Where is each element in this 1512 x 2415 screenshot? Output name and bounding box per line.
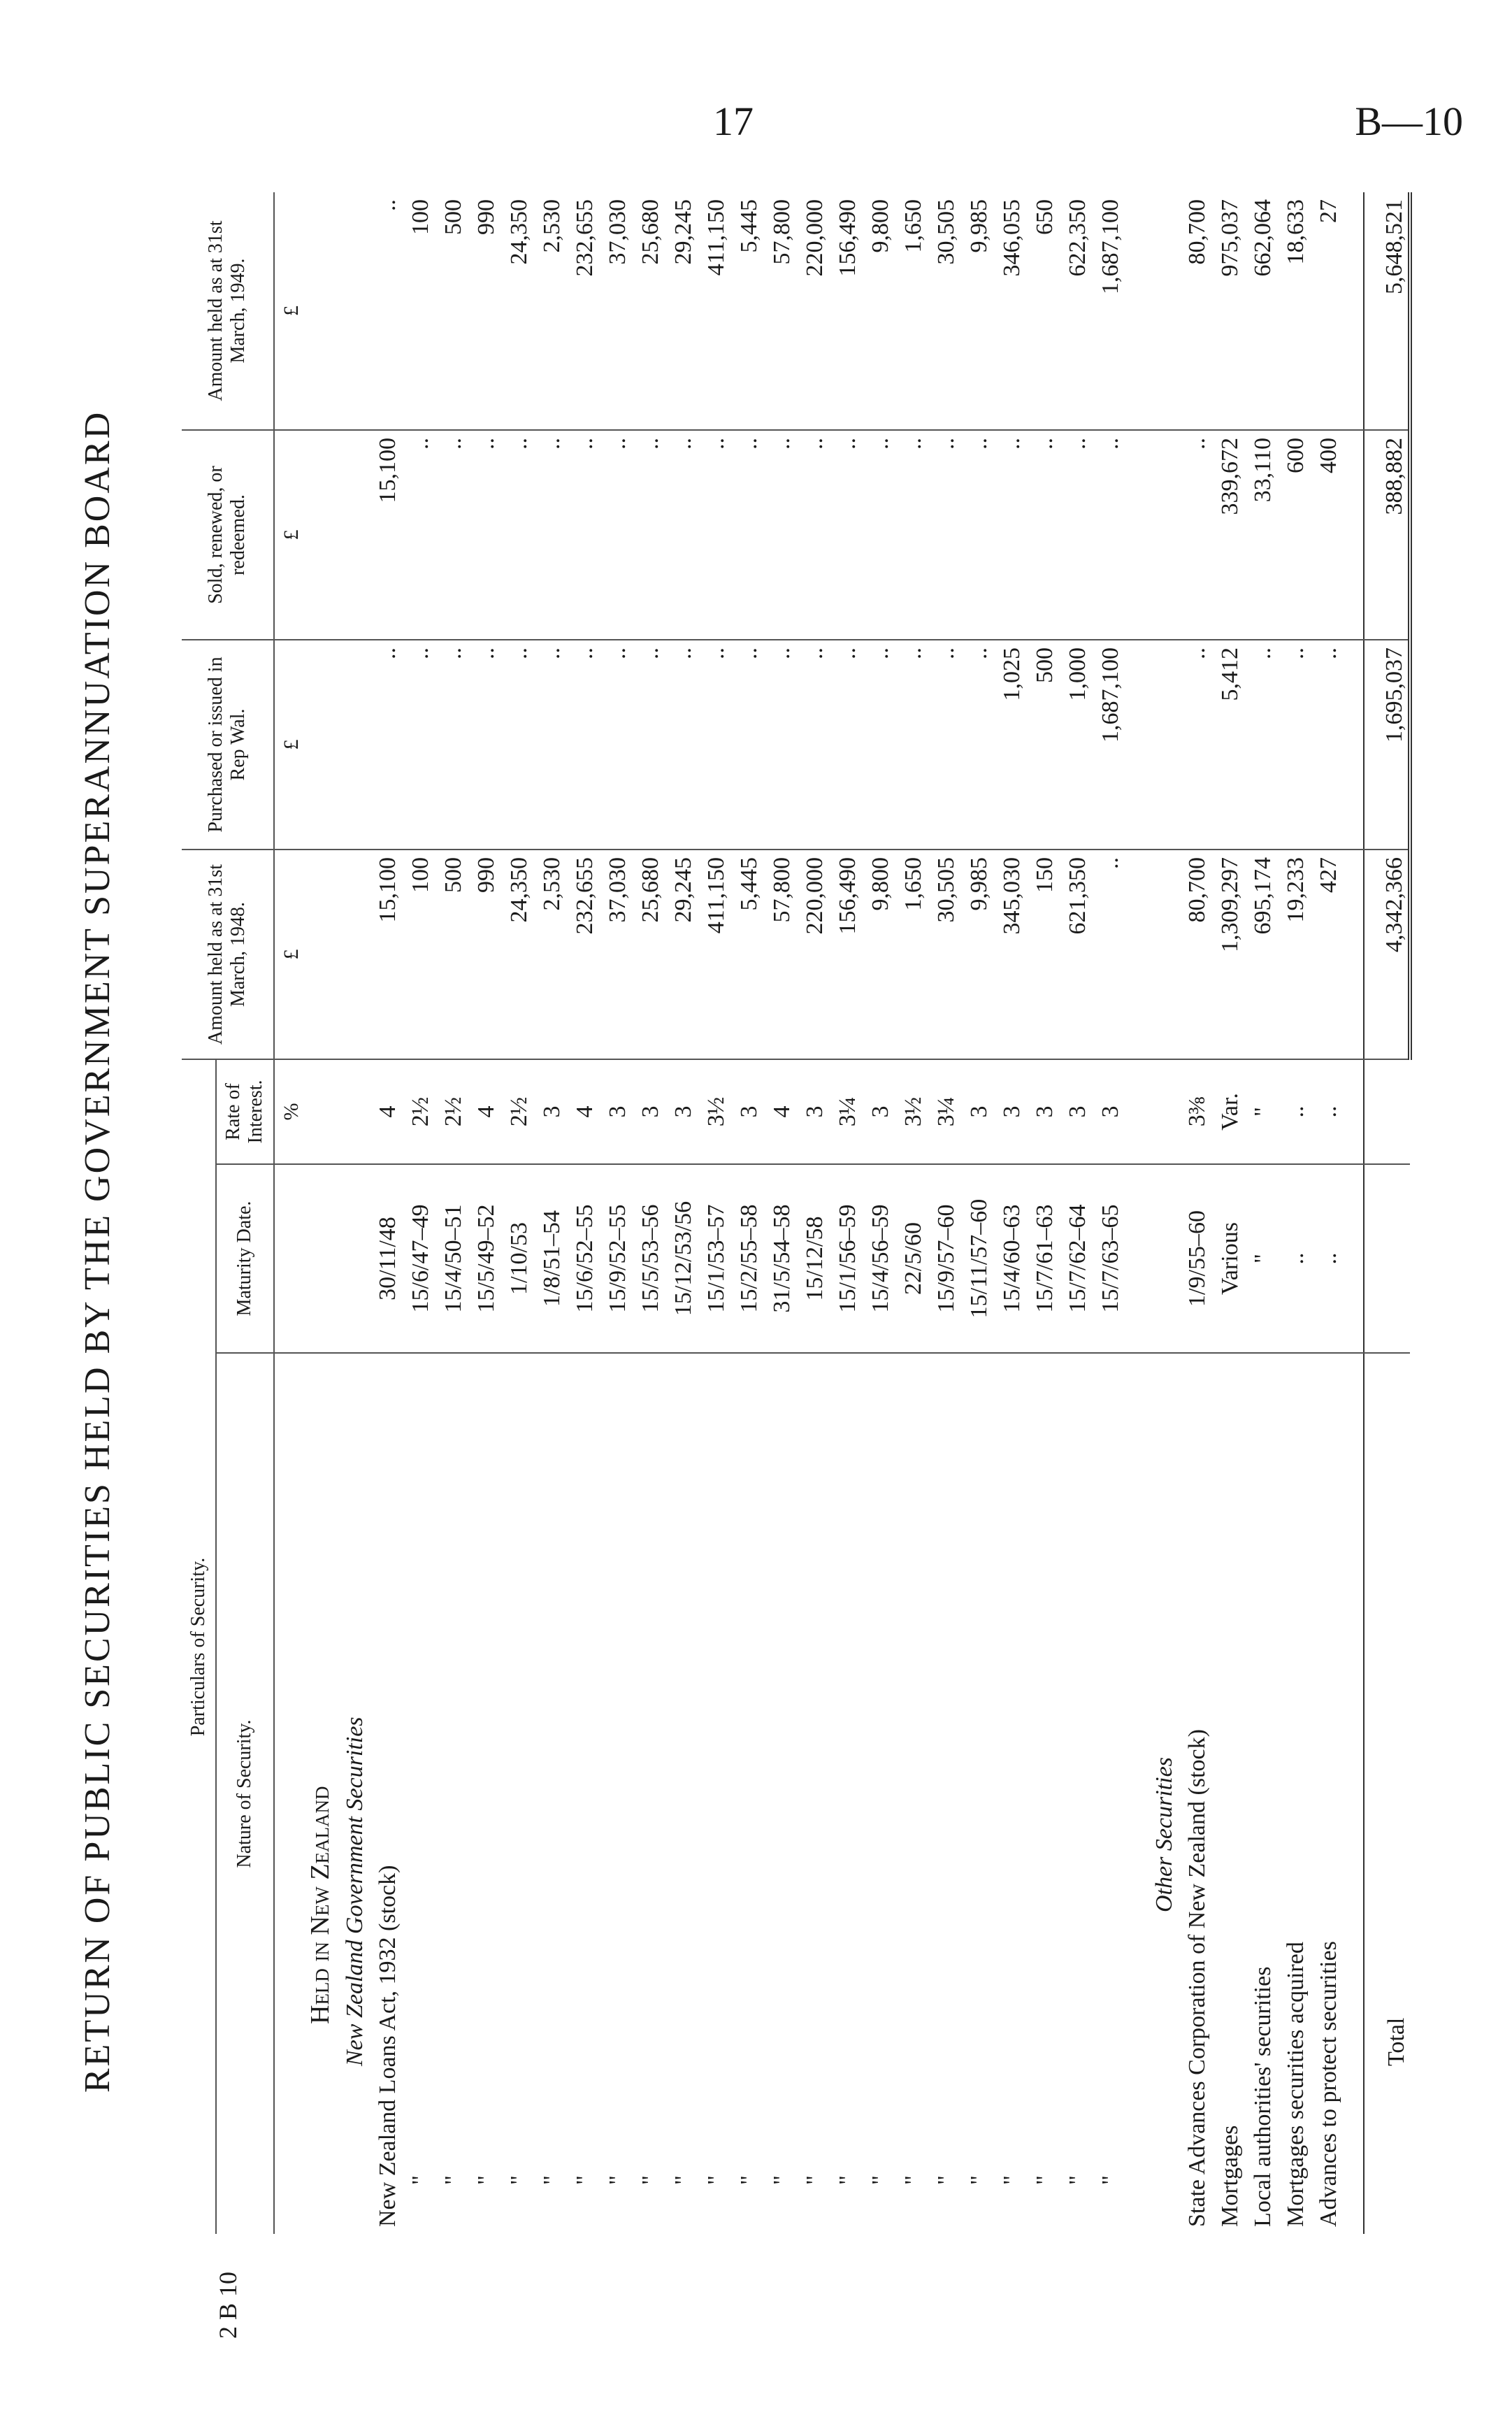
total-held-1948: 4,342,366	[1364, 850, 1410, 1059]
cell-sold: ..	[631, 430, 664, 640]
cell-held-1948: 621,350	[1058, 850, 1091, 1059]
security-nature: "	[670, 2175, 697, 2185]
cell-purchased: 1,025	[993, 640, 1025, 850]
cell-sold: ..	[566, 430, 598, 640]
security-nature: "	[867, 2175, 894, 2185]
page-number: 17	[713, 99, 754, 144]
cell-sold: ..	[1091, 430, 1124, 640]
cell-held-1948: 1,650	[894, 850, 927, 1059]
security-nature: "	[999, 2175, 1025, 2185]
cell-rate: 3	[1091, 1059, 1124, 1164]
cell-purchased: 1,687,100	[1091, 640, 1124, 850]
cell-held-1948: 500	[434, 850, 467, 1059]
security-nature: "	[900, 2175, 927, 2185]
table-row	[566, 192, 598, 2234]
table-row	[1244, 192, 1276, 2234]
cell-held-1949: 27	[1309, 192, 1342, 430]
cell-held-1949: 1,650	[894, 192, 927, 430]
cell-held-1949: ..	[368, 192, 401, 430]
spacer-row	[1342, 192, 1364, 2234]
security-nature: "	[539, 2175, 566, 2185]
cell-maturity: 15/11/57–60	[960, 1164, 993, 1353]
cell-held-1948: 19,233	[1276, 850, 1309, 1059]
other-heading-row	[1145, 192, 1178, 2234]
security-nature: "	[572, 2175, 598, 2185]
unit-held-1949: £	[274, 192, 303, 430]
cell-held-1949: 662,064	[1244, 192, 1276, 430]
cell-rate: 3	[861, 1059, 894, 1164]
cell-held-1948: 9,985	[960, 850, 993, 1059]
cell-sold: ..	[927, 430, 960, 640]
cell-maturity: 15/9/52–55	[598, 1164, 631, 1353]
cell-purchased: ..	[664, 640, 697, 850]
cell-purchased: ..	[598, 640, 631, 850]
cell-held-1948: 990	[467, 850, 500, 1059]
security-nature: "	[506, 2175, 533, 2185]
table-row	[1309, 192, 1342, 2234]
cell-held-1949: 975,037	[1211, 192, 1244, 430]
cell-sold: ..	[1025, 430, 1058, 640]
table-row	[467, 192, 500, 2234]
table-row	[697, 192, 730, 2234]
table-row	[795, 192, 828, 2234]
cell-held-1948: 15,100	[368, 850, 401, 1059]
other-securities-heading: Other Securities	[1151, 1757, 1178, 1912]
cell-rate: 3	[533, 1059, 566, 1164]
cell-sold: ..	[1058, 430, 1091, 640]
cell-sold: ..	[894, 430, 927, 640]
cell-sold: ..	[467, 430, 500, 640]
security-nature: "	[802, 2175, 828, 2185]
cell-sold: 400	[1309, 430, 1342, 640]
unit-purchased: £	[274, 640, 303, 850]
cell-purchased: ..	[730, 640, 763, 850]
cell-held-1948: 232,655	[566, 850, 598, 1059]
cell-purchased: ..	[697, 640, 730, 850]
cell-held-1948: ..	[1091, 850, 1124, 1059]
security-nature: "	[966, 2175, 993, 2185]
cell-maturity: 15/1/56–59	[828, 1164, 861, 1353]
security-nature: "	[736, 2175, 763, 2185]
cell-rate: 3½	[697, 1059, 730, 1164]
table-row	[960, 192, 993, 2234]
cell-held-1949: 1,687,100	[1091, 192, 1124, 430]
security-nature: "	[835, 2175, 861, 2185]
cell-sold: ..	[828, 430, 861, 640]
cell-held-1949: 411,150	[697, 192, 730, 430]
cell-rate: 3	[664, 1059, 697, 1164]
cell-held-1949: 232,655	[566, 192, 598, 430]
cell-rate: "	[1244, 1059, 1276, 1164]
security-nature: "	[473, 2175, 500, 2185]
cell-sold: ..	[434, 430, 467, 640]
security-nature: "	[1065, 2175, 1091, 2185]
cell-rate: ..	[1276, 1059, 1309, 1164]
cell-purchased: ..	[467, 640, 500, 850]
security-nature: Advances to protect securities	[1316, 1941, 1342, 2227]
cell-sold: ..	[697, 430, 730, 640]
spacer-row	[1124, 192, 1145, 2234]
cell-sold: ..	[795, 430, 828, 640]
security-nature: "	[638, 2175, 664, 2185]
cell-maturity: 15/7/62–64	[1058, 1164, 1091, 1353]
cell-held-1948: 220,000	[795, 850, 828, 1059]
cell-held-1949: 990	[467, 192, 500, 430]
col-purchased: Purchased or issued in Rep Wal.	[182, 640, 274, 850]
cell-held-1949: 25,680	[631, 192, 664, 430]
cell-held-1948: 156,490	[828, 850, 861, 1059]
cell-sold: ..	[533, 430, 566, 640]
total-row	[1364, 192, 1410, 2234]
cell-maturity: 30/11/48	[368, 1164, 401, 1353]
cell-rate: 4	[467, 1059, 500, 1164]
col-rate: Rate of Interest.	[216, 1059, 273, 1164]
cell-purchased: ..	[960, 640, 993, 850]
cell-purchased: ..	[763, 640, 795, 850]
cell-sold: ..	[861, 430, 894, 640]
section-heading-row	[303, 192, 336, 2234]
cell-held-1949: 29,245	[664, 192, 697, 430]
table-row	[730, 192, 763, 2234]
security-nature: "	[703, 2175, 730, 2185]
cell-maturity: 15/7/61–63	[1025, 1164, 1058, 1353]
cell-held-1949: 9,800	[861, 192, 894, 430]
cell-held-1948: 37,030	[598, 850, 631, 1059]
cell-rate: 3¼	[828, 1059, 861, 1164]
cell-purchased: ..	[1309, 640, 1342, 850]
cell-rate: 4	[368, 1059, 401, 1164]
table-row	[500, 192, 533, 2234]
table-row	[1211, 192, 1244, 2234]
table-row	[1276, 192, 1309, 2234]
cell-held-1949: 622,350	[1058, 192, 1091, 430]
table-row	[927, 192, 960, 2234]
table-row	[861, 192, 894, 2234]
cell-held-1948: 24,350	[500, 850, 533, 1059]
security-nature: "	[440, 2175, 467, 2185]
units-row	[274, 192, 303, 2234]
cell-purchased: ..	[631, 640, 664, 850]
cell-sold: 600	[1276, 430, 1309, 640]
cell-sold: 15,100	[368, 430, 401, 640]
cell-maturity: Various	[1211, 1164, 1244, 1353]
cell-maturity: 15/5/53–56	[631, 1164, 664, 1353]
cell-rate: 3	[795, 1059, 828, 1164]
cell-maturity: 15/12/53/56	[664, 1164, 697, 1353]
cell-held-1949: 57,800	[763, 192, 795, 430]
cell-held-1948: 1,309,297	[1211, 850, 1244, 1059]
unit-rate: %	[274, 1059, 303, 1164]
cell-held-1948: 30,505	[927, 850, 960, 1059]
table-row	[368, 192, 401, 2234]
cell-maturity: 15/4/50–51	[434, 1164, 467, 1353]
cell-sold: ..	[664, 430, 697, 640]
col-held-1948: Amount held as at 31st March, 1948.	[182, 850, 274, 1059]
cell-purchased: ..	[401, 640, 434, 850]
cell-rate: 4	[763, 1059, 795, 1164]
table-row	[1025, 192, 1058, 2234]
cell-maturity: 1/8/51–54	[533, 1164, 566, 1353]
col-nature: Nature of Security.	[216, 1353, 273, 2234]
cell-sold: 33,110	[1244, 430, 1276, 640]
cell-held-1949: 2,530	[533, 192, 566, 430]
security-nature: State Advances Corporation of New Zealand (stock)	[1184, 1729, 1211, 2227]
cell-held-1948: 2,530	[533, 850, 566, 1059]
cell-sold: ..	[763, 430, 795, 640]
security-nature: New Zealand Loans Act, 1932 (stock)	[375, 1865, 401, 2227]
cell-purchased: 5,412	[1211, 640, 1244, 850]
cell-maturity: 15/5/49–52	[467, 1164, 500, 1353]
cell-purchased: ..	[1178, 640, 1211, 850]
table-row	[533, 192, 566, 2234]
cell-held-1948: 9,800	[861, 850, 894, 1059]
cell-maturity: 1/10/53	[500, 1164, 533, 1353]
table-row	[1178, 192, 1211, 2234]
col-maturity: Maturity Date.	[216, 1164, 273, 1353]
cell-purchased: ..	[795, 640, 828, 850]
cell-sold: ..	[960, 430, 993, 640]
security-nature: Mortgages securities acquired	[1283, 1942, 1309, 2227]
cell-maturity: 15/4/56–59	[861, 1164, 894, 1353]
security-nature: "	[1032, 2175, 1058, 2185]
cell-sold: ..	[1178, 430, 1211, 640]
cell-held-1948: 150	[1025, 850, 1058, 1059]
security-nature: "	[769, 2175, 795, 2185]
table-row	[434, 192, 467, 2234]
cell-sold: ..	[993, 430, 1025, 640]
cell-rate: Var.	[1211, 1059, 1244, 1164]
cell-rate: 3	[1058, 1059, 1091, 1164]
total-sold: 388,882	[1364, 430, 1410, 640]
cell-held-1948: 695,174	[1244, 850, 1276, 1059]
cell-held-1948: 5,445	[730, 850, 763, 1059]
cell-purchased: ..	[566, 640, 598, 850]
table-row	[598, 192, 631, 2234]
cell-rate: 3¼	[927, 1059, 960, 1164]
cell-maturity: ..	[1276, 1164, 1309, 1353]
securities-table	[182, 192, 1412, 2234]
cell-maturity: 15/2/55–58	[730, 1164, 763, 1353]
cell-held-1948: 25,680	[631, 850, 664, 1059]
cell-held-1949: 650	[1025, 192, 1058, 430]
cell-rate: 3	[598, 1059, 631, 1164]
unit-sold: £	[274, 430, 303, 640]
subheading-row	[336, 192, 368, 2234]
cell-rate: 2½	[401, 1059, 434, 1164]
cell-held-1949: 24,350	[500, 192, 533, 430]
cell-maturity: 15/12/58	[795, 1164, 828, 1353]
cell-held-1948: 80,700	[1178, 850, 1211, 1059]
table-row	[894, 192, 927, 2234]
total-held-1949: 5,648,521	[1364, 192, 1410, 430]
cell-purchased: ..	[1244, 640, 1276, 850]
table-row	[763, 192, 795, 2234]
security-nature: Local authorities' securities	[1250, 1966, 1276, 2227]
document-code: B—10	[1355, 99, 1463, 144]
cell-rate: ..	[1309, 1059, 1342, 1164]
section-heading: Held in New Zealand	[305, 1786, 335, 2024]
total-label: Total	[1364, 1353, 1410, 2234]
cell-held-1948: 57,800	[763, 850, 795, 1059]
cell-purchased: 1,000	[1058, 640, 1091, 850]
cell-held-1948: 411,150	[697, 850, 730, 1059]
cell-sold: ..	[730, 430, 763, 640]
cell-purchased: ..	[1276, 640, 1309, 850]
security-nature: "	[1097, 2175, 1124, 2185]
cell-maturity: 15/1/53–57	[697, 1164, 730, 1353]
subheading-nz-government: New Zealand Government Securities	[342, 1717, 368, 2066]
security-nature: Mortgages	[1217, 2125, 1244, 2227]
cell-purchased: ..	[368, 640, 401, 850]
table-row	[828, 192, 861, 2234]
col-held-1949: Amount held as at 31st March, 1949.	[182, 192, 274, 430]
cell-maturity: 15/4/60–63	[993, 1164, 1025, 1353]
cell-rate: 3	[1025, 1059, 1058, 1164]
cell-maturity: 31/5/54–58	[763, 1164, 795, 1353]
column-group-particulars: Particulars of Security.	[182, 1059, 216, 2234]
table-row	[993, 192, 1025, 2234]
cell-held-1949: 346,055	[993, 192, 1025, 430]
cell-maturity: 22/5/60	[894, 1164, 927, 1353]
cell-held-1949: 80,700	[1178, 192, 1211, 430]
unit-held-1948: £	[274, 850, 303, 1059]
cell-sold: ..	[500, 430, 533, 640]
cell-maturity: 15/9/57–60	[927, 1164, 960, 1353]
cell-held-1949: 9,985	[960, 192, 993, 430]
cell-held-1949: 5,445	[730, 192, 763, 430]
page-title: RETURN OF PUBLIC SECURITIES HELD BY THE GOVERNMENT SUPERANNUATION BOARD	[78, 410, 117, 2093]
cell-held-1949: 37,030	[598, 192, 631, 430]
cell-rate: 2½	[500, 1059, 533, 1164]
cell-maturity: 15/7/63–65	[1091, 1164, 1124, 1353]
cell-maturity: "	[1244, 1164, 1276, 1353]
cell-held-1949: 100	[401, 192, 434, 430]
cell-maturity: 1/9/55–60	[1178, 1164, 1211, 1353]
security-nature: "	[605, 2175, 631, 2185]
cell-purchased: 500	[1025, 640, 1058, 850]
cell-maturity: 15/6/52–55	[566, 1164, 598, 1353]
cell-held-1948: 100	[401, 850, 434, 1059]
cell-rate: 3	[730, 1059, 763, 1164]
cell-maturity: ..	[1309, 1164, 1342, 1353]
cell-rate: 3	[960, 1059, 993, 1164]
cell-sold: 339,672	[1211, 430, 1244, 640]
cell-purchased: ..	[500, 640, 533, 850]
cell-rate: 4	[566, 1059, 598, 1164]
cell-rate: 3⅜	[1178, 1059, 1211, 1164]
side-code: 2 B 10	[214, 2271, 242, 2339]
security-nature: "	[408, 2175, 434, 2185]
col-sold: Sold, renewed, or redeemed.	[182, 430, 274, 640]
cell-held-1949: 156,490	[828, 192, 861, 430]
cell-held-1949: 18,633	[1276, 192, 1309, 430]
table-row	[401, 192, 434, 2234]
cell-rate: 2½	[434, 1059, 467, 1164]
cell-rate: 3	[631, 1059, 664, 1164]
cell-held-1948: 427	[1309, 850, 1342, 1059]
cell-rate: 3½	[894, 1059, 927, 1164]
cell-held-1949: 500	[434, 192, 467, 430]
table-row	[631, 192, 664, 2234]
cell-sold: ..	[598, 430, 631, 640]
cell-held-1948: 345,030	[993, 850, 1025, 1059]
cell-purchased: ..	[861, 640, 894, 850]
cell-purchased: ..	[533, 640, 566, 850]
cell-held-1949: 30,505	[927, 192, 960, 430]
cell-purchased: ..	[434, 640, 467, 850]
table-row	[1091, 192, 1124, 2234]
cell-purchased: ..	[828, 640, 861, 850]
security-nature: "	[933, 2175, 960, 2185]
cell-maturity: 15/6/47–49	[401, 1164, 434, 1353]
table-row	[1058, 192, 1091, 2234]
total-purchased: 1,695,037	[1364, 640, 1410, 850]
cell-purchased: ..	[894, 640, 927, 850]
table-row	[664, 192, 697, 2234]
cell-purchased: ..	[927, 640, 960, 850]
rotated-return-table	[56, 164, 1426, 2339]
cell-rate: 3	[993, 1059, 1025, 1164]
cell-held-1948: 29,245	[664, 850, 697, 1059]
cell-sold: ..	[401, 430, 434, 640]
cell-held-1949: 220,000	[795, 192, 828, 430]
